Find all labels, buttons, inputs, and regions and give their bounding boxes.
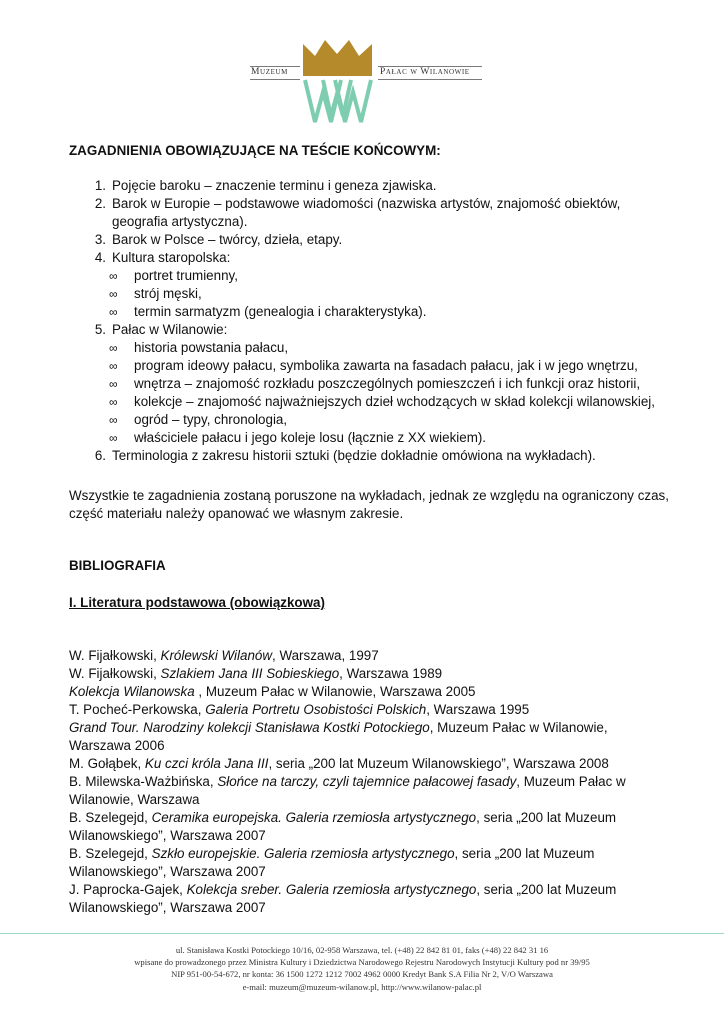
museum-logo-icon: [301, 36, 374, 126]
sub-list-item: [69, 393, 669, 411]
intro-paragraph: Wszystkie te zagadnienia zostaną poruszone na wykładach, jednak ze względu na ograniczony czas, część materiału należy opanować we własnym zakresie.: [69, 488, 669, 521]
sub-list-item-text: ogród – typy, chronologia,: [134, 412, 288, 427]
reference-title: Królewski Wilanów: [160, 648, 273, 663]
reference-title: Ku czci króla Jana III: [144, 756, 269, 771]
topics-list: [69, 177, 669, 465]
reference-author: W. Fijałkowski,: [69, 666, 161, 681]
reference-entry: [69, 845, 659, 881]
footer-contact: e-mail: muzeum@muzeum-wilanow.pl, http://www.wilanow-palac.pl: [242, 981, 482, 992]
list-number: 1.: [94, 178, 106, 193]
reference-entry: [69, 773, 659, 809]
sub-list-item: [69, 339, 669, 357]
sub-list-item-text: właściciele pałacu i jego koleje losu (łącznie z XX wiekiem).: [134, 430, 487, 445]
reference-details: , Warszawa 1995: [426, 702, 530, 717]
sub-list-item-text: wnętrza – znajomość rozkładu poszczególnych pomieszczeń i ich funkcji oraz historii,: [134, 376, 641, 391]
list-item: [69, 177, 669, 195]
infinity-bullet-icon: ∞: [109, 377, 118, 391]
list-item: [69, 447, 669, 465]
list-item-text: Barok w Polsce – twórcy, dzieła, etapy.: [112, 232, 343, 247]
sub-list-item-text: kolekcje – znajomość najważniejszych dzieł wchodzących w skład kolekcji wilanowskiej,: [134, 394, 655, 409]
reference-author: T. Pocheć-Perkowska,: [69, 702, 206, 717]
reference-author: M. Gołąbek,: [69, 756, 145, 771]
list-item-text: Barok w Europie – podstawowe wiadomości (nazwiska artystów, znajomość obiektów, geografia artystyczna).: [112, 196, 621, 229]
list-number: 2.: [94, 196, 106, 211]
sub-list-item-text: program ideowy pałacu, symbolika zawarta na fasadach pałacu, jak i w jego wnętrzu,: [134, 358, 638, 373]
infinity-bullet-icon: ∞: [109, 431, 118, 445]
reference-entry: [69, 701, 659, 719]
infinity-bullet-icon: ∞: [109, 305, 118, 319]
sub-list-item-text: portret trumienny,: [134, 268, 238, 283]
sub-list-item: [69, 411, 669, 429]
header-right-text: Pałac w Wilanowie: [380, 67, 470, 77]
list-item: [69, 249, 669, 267]
reference-author: B. Szelegejd,: [69, 846, 152, 861]
footer-bank: NIP 951-00-54-672, nr konta: 36 1500 1272 1212 7002 4962 0000 Kredyt Bank S.A Filia Nr 2, V/O Warszawa: [171, 969, 553, 980]
sub-list-item-text: strój męski,: [134, 286, 202, 301]
list-item: [69, 195, 669, 231]
reference-author: B. Szelegejd,: [69, 810, 152, 825]
letterhead: [0, 0, 724, 130]
reference-entry: [69, 719, 659, 755]
list-number: 5.: [94, 322, 106, 337]
references-list: [69, 647, 659, 917]
reference-author: J. Paprocka-Gajek,: [69, 882, 187, 897]
sub-list-item: [69, 267, 669, 285]
reference-title: Galeria Portretu Osobistości Polskich: [205, 702, 427, 717]
reference-entry: [69, 755, 659, 773]
bibliography-heading: BIBLIOGRAFIA: [69, 558, 166, 573]
infinity-bullet-icon: ∞: [109, 287, 118, 301]
list-item: [69, 231, 669, 249]
infinity-bullet-icon: ∞: [109, 359, 118, 373]
reference-title: Ceramika europejska. Galeria rzemiosła artystycznego: [151, 810, 477, 825]
reference-details: , Muzeum Pałac w Wilanowie, Warszawa: [69, 774, 626, 807]
reference-details: , Warszawa, 1997: [272, 648, 379, 663]
reference-details: , Muzeum Pałac w Wilanowie, Warszawa 2006: [69, 720, 608, 753]
list-number: 6.: [94, 448, 106, 463]
reference-title: Słońce na tarczy, czyli tajemnice pałacowej fasady: [217, 774, 517, 789]
reference-details: , seria „200 lat Muzeum Wilanowskiego”, Warszawa 2007: [69, 846, 595, 879]
reference-details: , Muzeum Pałac w Wilanowie, Warszawa 2005: [194, 684, 476, 699]
footer: [0, 944, 724, 993]
reference-details: , seria „200 lat Muzeum Wilanowskiego”, Warszawa 2007: [69, 810, 617, 843]
page-title: ZAGADNIENIA OBOWIĄZUJĄCE NA TEŚCIE KOŃCOWYM:: [69, 143, 441, 158]
list-item: [69, 321, 669, 339]
reference-details: , seria „200 lat Muzeum Wilanowskiego”, Warszawa 2008: [268, 756, 609, 771]
sub-list-item: [69, 375, 669, 393]
sub-list-item: [69, 285, 669, 303]
reference-title: Grand Tour. Narodziny kolekcji Stanisława Kostki Potockiego: [69, 720, 430, 735]
list-item-text: Pojęcie baroku – znaczenie terminu i geneza zjawiska.: [112, 178, 437, 193]
header-rule: [378, 79, 482, 80]
sub-list-item: [69, 357, 669, 375]
reference-author: W. Fijałkowski,: [69, 648, 161, 663]
sub-list-item-text: historia powstania pałacu,: [134, 340, 289, 355]
literature-heading: I. Literatura podstawowa (obowiązkowa): [69, 595, 325, 610]
list-number: 3.: [94, 232, 106, 247]
reference-title: Kolekcja Wilanowska: [69, 684, 195, 699]
list-number: 4.: [94, 250, 106, 265]
infinity-bullet-icon: ∞: [109, 395, 118, 409]
reference-author: B. Milewska-Ważbińska,: [69, 774, 218, 789]
reference-details: , seria „200 lat Muzeum Wilanowskiego”, Warszawa 2007: [69, 882, 617, 915]
reference-details: , Warszawa 1989: [339, 666, 443, 681]
reference-title: Szlakiem Jana III Sobieskiego: [160, 666, 340, 681]
header-rule: [250, 79, 300, 80]
reference-entry: [69, 647, 659, 665]
reference-entry: [69, 881, 659, 917]
list-item-text: Kultura staropolska:: [112, 250, 231, 265]
footer-registry: wpisane do prowadzonego przez Ministra Kultury i Dziedzictwa Narodowego Rejestru Narodowych Instytucji Kultury pod nr 39/95: [134, 957, 590, 968]
sub-list-item: [69, 303, 669, 321]
crown-icon: [303, 40, 372, 74]
sub-list-item: [69, 429, 669, 447]
list-item-text: Terminologia z zakresu historii sztuki (będzie dokładnie omówiona na wykładach).: [112, 448, 596, 463]
list-item-text: Pałac w Wilanowie:: [112, 322, 228, 337]
reference-entry: [69, 683, 659, 701]
infinity-bullet-icon: ∞: [109, 269, 118, 283]
infinity-bullet-icon: ∞: [109, 341, 118, 355]
infinity-bullet-icon: ∞: [109, 413, 118, 427]
reference-title: Szkło europejskie. Galeria rzemiosła artystycznego: [151, 846, 455, 861]
footer-address: ul. Stanisława Kostki Potockiego 10/16, 02-958 Warszawa, tel. (+48) 22 842 81 01, faks (+48) 22 842 31 16: [175, 945, 549, 955]
reference-entry: [69, 665, 659, 683]
reference-entry: [69, 809, 659, 845]
wiw-letters-icon: [305, 80, 371, 122]
reference-title: Kolekcja sreber. Galeria rzemiosła artystycznego: [186, 882, 477, 897]
footer-rule: [0, 933, 724, 934]
header-left-text: Muzeum: [251, 67, 288, 77]
sub-list-item-text: termin sarmatyzm (genealogia i charakterystyka).: [134, 304, 427, 319]
